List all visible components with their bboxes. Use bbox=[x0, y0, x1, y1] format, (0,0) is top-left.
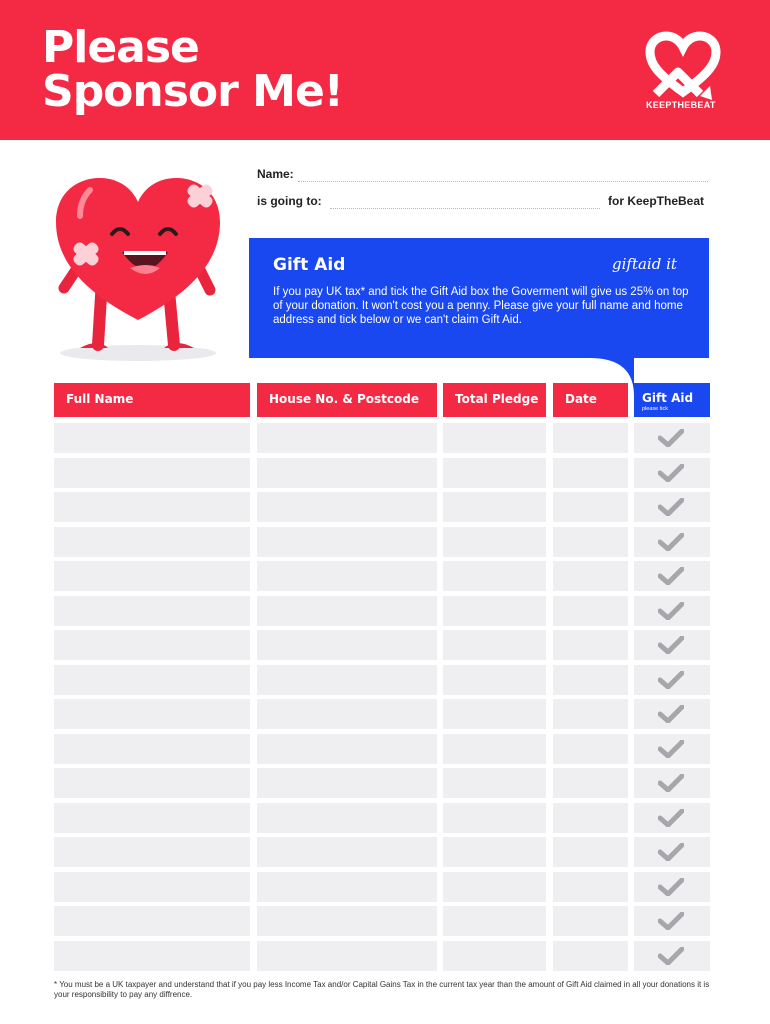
date-cell[interactable] bbox=[553, 734, 628, 764]
date-cell[interactable] bbox=[553, 492, 628, 522]
gift-aid-tick-box[interactable] bbox=[634, 906, 710, 936]
full-name-cell[interactable] bbox=[54, 872, 250, 902]
check-icon bbox=[658, 429, 684, 447]
for-label: for KeepTheBeat bbox=[608, 194, 705, 208]
gift-aid-tick-box[interactable] bbox=[634, 561, 710, 591]
header-date: Date bbox=[553, 383, 628, 417]
pledge-cell[interactable] bbox=[443, 906, 546, 936]
address-cell[interactable] bbox=[257, 596, 437, 626]
check-icon bbox=[658, 567, 684, 585]
date-cell[interactable] bbox=[553, 768, 628, 798]
pledge-cell[interactable] bbox=[443, 872, 546, 902]
full-name-cell[interactable] bbox=[54, 665, 250, 695]
pledge-cell[interactable] bbox=[443, 803, 546, 833]
check-icon bbox=[658, 671, 684, 689]
address-cell[interactable] bbox=[257, 665, 437, 695]
check-icon bbox=[658, 843, 684, 861]
check-icon bbox=[658, 464, 684, 482]
heart-mascot-icon bbox=[50, 160, 240, 370]
address-cell[interactable] bbox=[257, 630, 437, 660]
date-cell[interactable] bbox=[553, 596, 628, 626]
full-name-cell[interactable] bbox=[54, 906, 250, 936]
footnote: * You must be a UK taxpayer and understand that if you pay less Income Tax and/or Capital Gains Tax in the current tax year than the amount of Gift Aid claimed in all your donations it is your responsibility to pay any diffrence. bbox=[54, 980, 710, 999]
pledge-cell[interactable] bbox=[443, 492, 546, 522]
check-icon bbox=[658, 705, 684, 723]
pledge-cell[interactable] bbox=[443, 596, 546, 626]
full-name-cell[interactable] bbox=[54, 458, 250, 488]
pledge-cell[interactable] bbox=[443, 630, 546, 660]
address-cell[interactable] bbox=[257, 837, 437, 867]
date-cell[interactable] bbox=[553, 423, 628, 453]
header-pledge: Total Pledge bbox=[443, 383, 546, 417]
gift-aid-tick-box[interactable] bbox=[634, 492, 710, 522]
full-name-cell[interactable] bbox=[54, 734, 250, 764]
gift-aid-tick-box[interactable] bbox=[634, 527, 710, 557]
pledge-cell[interactable] bbox=[443, 768, 546, 798]
address-cell[interactable] bbox=[257, 492, 437, 522]
full-name-cell[interactable] bbox=[54, 699, 250, 729]
address-cell[interactable] bbox=[257, 872, 437, 902]
address-cell[interactable] bbox=[257, 423, 437, 453]
gift-aid-tick-box[interactable] bbox=[634, 872, 710, 902]
date-cell[interactable] bbox=[553, 699, 628, 729]
full-name-cell[interactable] bbox=[54, 423, 250, 453]
full-name-cell[interactable] bbox=[54, 768, 250, 798]
page-title bbox=[42, 22, 343, 117]
gift-aid-tick-box[interactable] bbox=[634, 734, 710, 764]
gift-aid-tick-box[interactable] bbox=[634, 941, 710, 971]
check-icon bbox=[658, 740, 684, 758]
date-cell[interactable] bbox=[553, 665, 628, 695]
header-full-name: Full Name bbox=[54, 383, 250, 417]
full-name-cell[interactable] bbox=[54, 941, 250, 971]
gift-aid-description: If you pay UK tax* and tick the Gift Aid box the Goverment will give us 25% on top of your donation. It won't cost you a penny. Please give your full name and home address and tick below or we can't claim Gift Aid. bbox=[273, 286, 689, 326]
check-icon bbox=[658, 912, 684, 930]
date-cell[interactable] bbox=[553, 458, 628, 488]
address-cell[interactable] bbox=[257, 803, 437, 833]
check-icon bbox=[658, 809, 684, 827]
date-cell[interactable] bbox=[553, 872, 628, 902]
header-address: House No. & Postcode bbox=[257, 383, 437, 417]
full-name-cell[interactable] bbox=[54, 561, 250, 591]
gift-aid-tick-box[interactable] bbox=[634, 837, 710, 867]
gift-aid-tick-box[interactable] bbox=[634, 803, 710, 833]
pledge-cell[interactable] bbox=[443, 941, 546, 971]
check-icon bbox=[658, 636, 684, 654]
address-cell[interactable] bbox=[257, 699, 437, 729]
date-cell[interactable] bbox=[553, 941, 628, 971]
check-icon bbox=[658, 878, 684, 896]
address-cell[interactable] bbox=[257, 458, 437, 488]
header-gift-aid bbox=[634, 383, 710, 417]
date-cell[interactable] bbox=[553, 527, 628, 557]
pledge-cell[interactable] bbox=[443, 561, 546, 591]
check-icon bbox=[658, 533, 684, 551]
address-cell[interactable] bbox=[257, 941, 437, 971]
gift-aid-tick-box[interactable] bbox=[634, 423, 710, 453]
name-label: Name: bbox=[257, 167, 294, 181]
header-gift-aid-sub: please tick bbox=[642, 406, 668, 412]
pledge-cell[interactable] bbox=[443, 699, 546, 729]
pledge-cell[interactable] bbox=[443, 734, 546, 764]
gift-aid-tick-box[interactable] bbox=[634, 596, 710, 626]
address-cell[interactable] bbox=[257, 527, 437, 557]
gift-aid-tick-box[interactable] bbox=[634, 699, 710, 729]
address-cell[interactable] bbox=[257, 906, 437, 936]
full-name-cell[interactable] bbox=[54, 492, 250, 522]
gift-aid-title: Gift Aid bbox=[273, 255, 346, 275]
pledge-cell[interactable] bbox=[443, 665, 546, 695]
gift-aid-tick-box[interactable] bbox=[634, 768, 710, 798]
destination-field[interactable] bbox=[330, 208, 600, 209]
date-cell[interactable] bbox=[553, 803, 628, 833]
title-line-1: Please bbox=[42, 22, 199, 73]
address-cell[interactable] bbox=[257, 561, 437, 591]
name-field[interactable] bbox=[298, 181, 708, 182]
full-name-cell[interactable] bbox=[54, 596, 250, 626]
address-cell[interactable] bbox=[257, 734, 437, 764]
gift-aid-tick-box[interactable] bbox=[634, 665, 710, 695]
pledge-cell[interactable] bbox=[443, 458, 546, 488]
pledge-cell[interactable] bbox=[443, 423, 546, 453]
full-name-cell[interactable] bbox=[54, 837, 250, 867]
full-name-cell[interactable] bbox=[54, 803, 250, 833]
date-cell[interactable] bbox=[553, 906, 628, 936]
date-cell[interactable] bbox=[553, 561, 628, 591]
title-line-2: Sponsor Me! bbox=[42, 66, 343, 117]
logo-text: KEEPTHEBEAT bbox=[646, 100, 716, 110]
address-cell[interactable] bbox=[257, 768, 437, 798]
going-label: is going to: bbox=[257, 194, 322, 208]
date-cell[interactable] bbox=[553, 837, 628, 867]
date-cell[interactable] bbox=[553, 630, 628, 660]
gift-aid-tick-box[interactable] bbox=[634, 630, 710, 660]
check-icon bbox=[658, 498, 684, 516]
check-icon bbox=[658, 947, 684, 965]
pledge-cell[interactable] bbox=[443, 837, 546, 867]
check-icon bbox=[658, 774, 684, 792]
full-name-cell[interactable] bbox=[54, 630, 250, 660]
check-icon bbox=[658, 602, 684, 620]
pledge-cell[interactable] bbox=[443, 527, 546, 557]
header-gift-aid-label: Gift Aid bbox=[642, 391, 694, 405]
giftaid-it-logo: giftaid it bbox=[612, 255, 677, 273]
gift-aid-tick-box[interactable] bbox=[634, 458, 710, 488]
full-name-cell[interactable] bbox=[54, 527, 250, 557]
